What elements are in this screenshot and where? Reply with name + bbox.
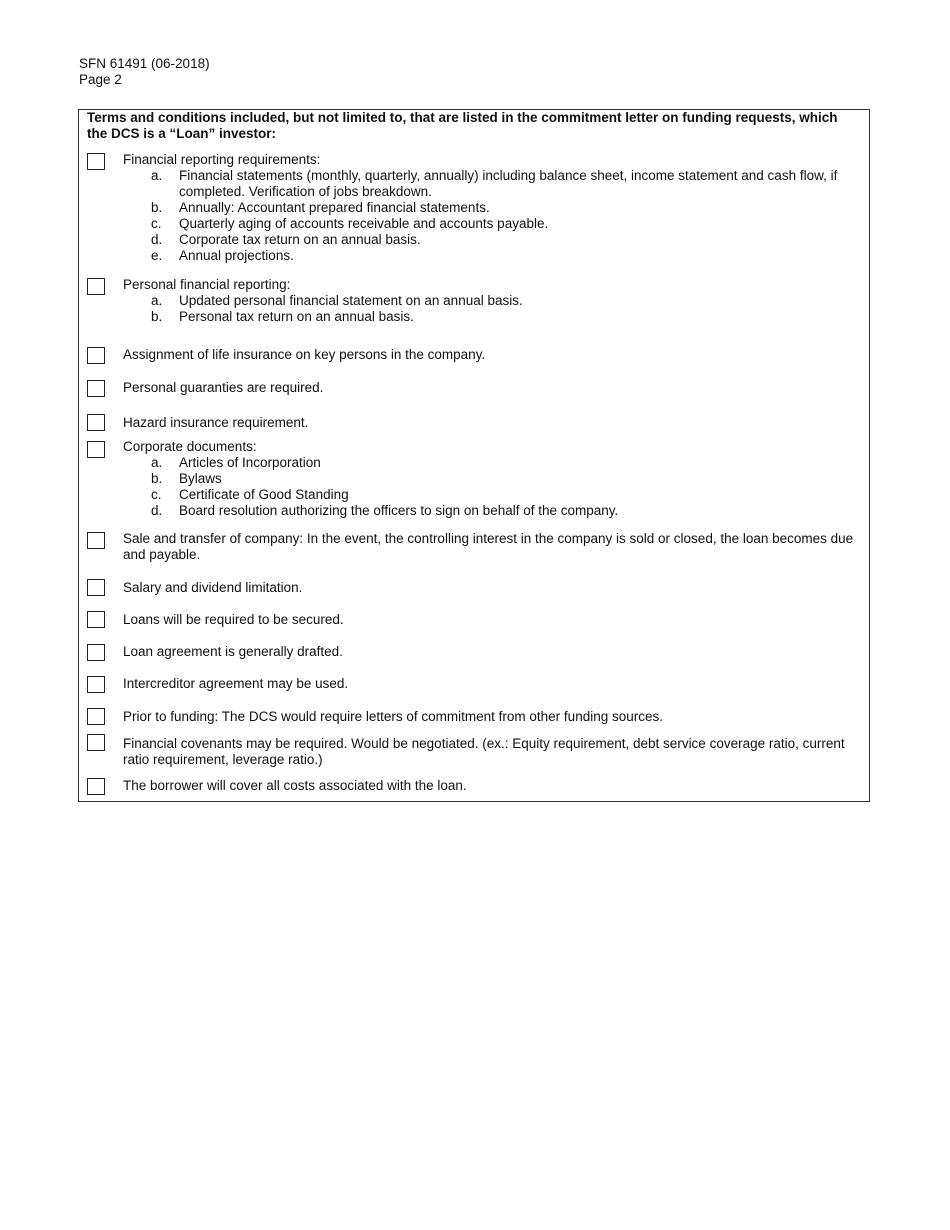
checkbox-financial-covenants[interactable] [87, 734, 105, 751]
sub-item: a. Articles of Incorporation [151, 455, 321, 470]
sub-item: e. Annual projections. [151, 248, 294, 263]
item-loan-agreement: Loan agreement is generally drafted. [123, 644, 343, 659]
item-prior-to-funding: Prior to funding: The DCS would require letters of commitment from other funding sources. [123, 709, 663, 724]
checkbox-salary-dividend[interactable] [87, 579, 105, 596]
sub-item: b. Bylaws [151, 471, 222, 486]
item-personal-reporting [123, 277, 858, 325]
item-label: Corporate documents: [123, 439, 257, 454]
checkbox-borrower-costs[interactable] [87, 778, 105, 795]
item-sale-transfer: Sale and transfer of company: In the event, the controlling interest in the company is sold or closed, the loan becomes due and payable. [123, 531, 854, 562]
item-salary-dividend: Salary and dividend limitation. [123, 580, 303, 595]
item-life-insurance: Assignment of life insurance on key persons in the company. [123, 347, 486, 362]
item-personal-guaranties: Personal guaranties are required. [123, 380, 324, 395]
checkbox-corporate-documents[interactable] [87, 441, 105, 458]
sub-item: c. Certificate of Good Standing [151, 487, 349, 502]
checkbox-personal-reporting[interactable] [87, 278, 105, 295]
sub-item: b. Annually: Accountant prepared financial statements. [151, 200, 490, 215]
sub-item: d. Corporate tax return on an annual basis. [151, 232, 421, 247]
checkbox-loan-agreement[interactable] [87, 644, 105, 661]
page-number: Page 2 [79, 72, 122, 87]
item-hazard-insurance: Hazard insurance requirement. [123, 415, 309, 430]
item-label: Personal financial reporting: [123, 277, 291, 292]
checkbox-prior-to-funding[interactable] [87, 708, 105, 725]
checkbox-personal-guaranties[interactable] [87, 380, 105, 397]
item-financial-covenants: Financial covenants may be required. Would be negotiated. (ex.: Equity requirement, debt service coverage ratio, current ratio requirement, leverage ratio.) [123, 736, 845, 767]
item-loans-secured: Loans will be required to be secured. [123, 612, 344, 627]
checkbox-sale-transfer[interactable] [87, 532, 105, 549]
item-borrower-costs: The borrower will cover all costs associated with the loan. [123, 778, 467, 793]
checkbox-life-insurance[interactable] [87, 347, 105, 364]
item-corporate-documents [123, 439, 858, 519]
terms-intro: Terms and conditions included, but not limited to, that are listed in the commitment letter on funding requests, which the DCS is a “Loan” investor: [87, 110, 838, 141]
checkbox-loans-secured[interactable] [87, 611, 105, 628]
item-financial-reporting [123, 152, 858, 264]
form-number: SFN 61491 (06-2018) [79, 56, 210, 71]
sub-item: a. Financial statements (monthly, quarterly, annually) including balance sheet, income statement and cash flow, if completed. Verification of jobs breakdown. [151, 168, 838, 199]
sub-item: c. Quarterly aging of accounts receivable and accounts payable. [151, 216, 549, 231]
checkbox-hazard-insurance[interactable] [87, 414, 105, 431]
form-header [79, 56, 210, 88]
sub-item: b. Personal tax return on an annual basis. [151, 309, 414, 324]
item-label: Financial reporting requirements: [123, 152, 321, 167]
item-intercreditor: Intercreditor agreement may be used. [123, 676, 349, 691]
checkbox-financial-reporting[interactable] [87, 153, 105, 170]
sub-item: a. Updated personal financial statement on an annual basis. [151, 293, 523, 308]
checkbox-intercreditor[interactable] [87, 676, 105, 693]
sub-item: d. Board resolution authorizing the officers to sign on behalf of the company. [151, 503, 619, 518]
